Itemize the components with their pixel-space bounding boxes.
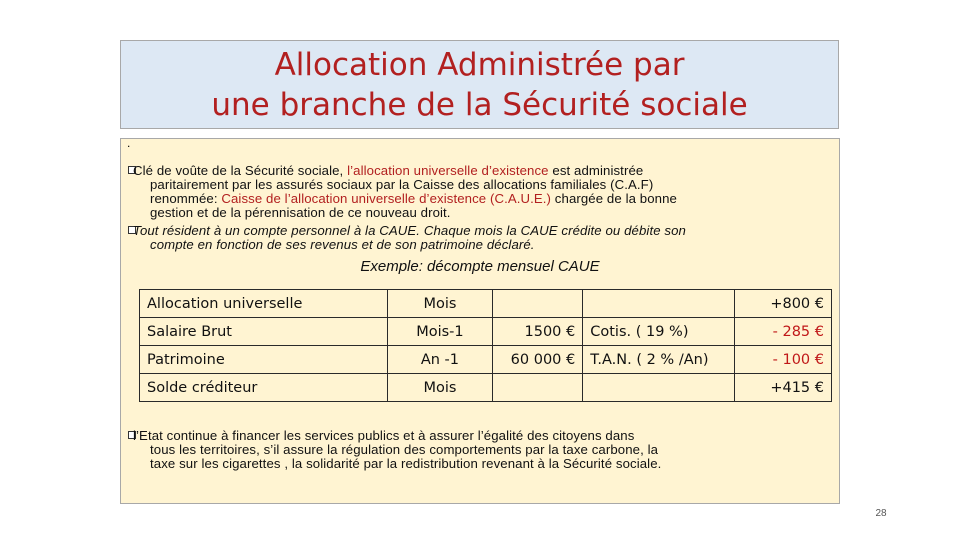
bullet-2-text [133, 223, 830, 252]
table-row [140, 346, 832, 374]
slide-title-line-1: Allocation Administrée par [274, 47, 685, 83]
bullet-2-line-2: compte en fonction de ses revenus et de son patrimoine déclaré. [150, 237, 535, 252]
bullet-1-highlight: l’allocation universelle d’existence [347, 163, 549, 178]
row-rate: T.A.N. ( 2 % /An) [583, 346, 735, 374]
bullet-3-line-2: tous les territoires, s’il assure la régulation des comportements par la taxe carbone, la [150, 442, 659, 457]
slide-title [120, 40, 839, 129]
row-rate [583, 374, 735, 402]
row-period: Mois [387, 374, 493, 402]
row-label: Allocation universelle [140, 290, 388, 318]
row-base: 60 000 € [493, 346, 583, 374]
row-rate [583, 290, 735, 318]
bullet-2-line-1 [133, 223, 830, 238]
table-row [140, 318, 832, 346]
bullet-2-line-1-text: Tout résident à un compte personnel à la CAUE. Chaque mois la CAUE crédite ou débite son [133, 223, 686, 238]
row-amount: +415 € [735, 374, 832, 402]
row-base: 1500 € [493, 318, 583, 346]
table-row [140, 374, 832, 402]
bullet-1-line-2: paritairement par les assurés sociaux par la Caisse des allocations familiales (C.A.F) [150, 177, 654, 192]
row-period: An -1 [387, 346, 493, 374]
row-base [493, 290, 583, 318]
example-title: Exemple: décompte mensuel CAUE [360, 258, 600, 275]
row-label: Patrimoine [140, 346, 388, 374]
bullet-1-part-3: est administrée [548, 163, 644, 178]
bullet-1-line-3-part-1: renommée: [150, 191, 222, 206]
bullet-1-text [133, 163, 830, 220]
row-label: Salaire Brut [140, 318, 388, 346]
bullet-1-line-3-part-3: chargée de la bonne [551, 191, 677, 206]
row-base [493, 374, 583, 402]
row-period: Mois [387, 290, 493, 318]
row-amount: - 285 € [735, 318, 832, 346]
bullet-1-line-1 [133, 163, 830, 178]
bullet-3-line-1-text: l’Etat continue à financer les services publics et à assurer l’égalité des citoyens dans [133, 428, 635, 443]
decompte-table [139, 289, 832, 402]
slide-title-line-2: une branche de la Sécurité sociale [211, 87, 748, 123]
bullet-3-text [133, 428, 830, 471]
row-amount: +800 € [735, 290, 832, 318]
stray-dot: . [127, 136, 131, 150]
bullet-3-line-3: taxe sur les cigarettes , la solidarité par la redistribution revenant à la Sécurité sociale. [150, 456, 662, 471]
bullet-1-line-3 [150, 192, 830, 206]
table-row [140, 290, 832, 318]
row-label: Solde créditeur [140, 374, 388, 402]
row-amount: - 100 € [735, 346, 832, 374]
bullet-3-line-1 [133, 428, 830, 443]
row-period: Mois-1 [387, 318, 493, 346]
bullet-1-part-1: Clé de voûte de la Sécurité sociale, [133, 163, 348, 178]
caue-name-highlight: Caisse de l’allocation universelle d’existence (C.A.U.E.) [221, 191, 552, 206]
row-rate: Cotis. ( 19 %) [583, 318, 735, 346]
bullet-1-line-4: gestion et de la pérennisation de ce nouveau droit. [150, 205, 451, 220]
page-number: 28 [875, 508, 887, 519]
